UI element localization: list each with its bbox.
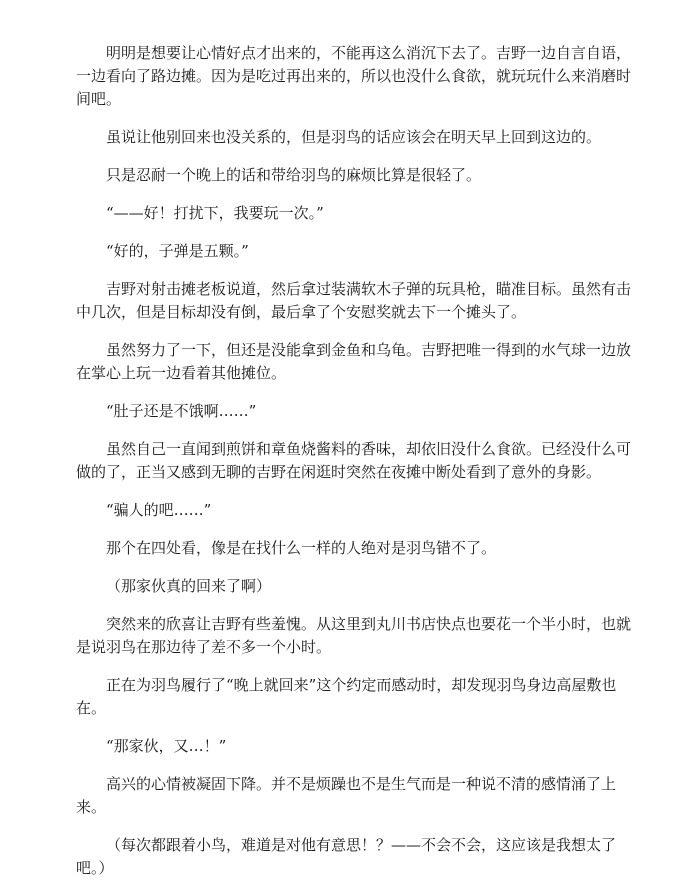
paragraph: “——好！打扰下，我要玩一次。” bbox=[106, 204, 324, 222]
paragraph: 只是忍耐一个晚上的话和带给羽鸟的麻烦比算是很轻了。 bbox=[106, 166, 482, 184]
paragraph: 那个在四处看，像是在找什么一样的人绝对是羽鸟错不了。 bbox=[106, 539, 497, 557]
paragraph: “那家伙，又…！” bbox=[106, 737, 227, 755]
paragraph: 虽说让他别回来也没关系的，但是羽鸟的话应该会在明天早上回到这边的。 bbox=[106, 128, 602, 146]
paragraph: （每次都跟着小鸟，难道是对他有意思！？——不会不会，这应该是我想太了吧。） bbox=[76, 836, 617, 877]
paragraph: （那家伙真的回来了啊） bbox=[106, 577, 272, 595]
paragraph: 明明是想要让心情好点才出来的，不能再这么消沉下去了。吉野一边自言自语，一边看向了路边摊。因为是吃过再出来的，所以也没什么食欲，就玩玩什么来消磨时间吧。 bbox=[76, 44, 632, 108]
paragraph: 正在为羽鸟履行了“晚上就回来”这个约定而感动时，却发现羽鸟身边高屋敷也在。 bbox=[76, 676, 617, 717]
paragraph: “肚子还是不饿啊……” bbox=[106, 402, 257, 420]
paragraph: 虽然自己一直闻到煎饼和章鱼烧酱料的香味，却依旧没什么食欲。已经没什么可做的了，正当又感到无聊的吉野在闲逛时突然在夜摊中断处看到了意外的身影。 bbox=[76, 440, 632, 481]
paragraph: 吉野对射击摊老板说道，然后拿过装满软木子弹的玩具枪，瞄准目标。虽然有击中几次，但是目标却没有倒，最后拿了个安慰奖就去下一个摊头了。 bbox=[76, 280, 632, 321]
paragraph: “好的，子弹是五颗。” bbox=[106, 242, 249, 260]
paragraph: “骗人的吧……” bbox=[106, 501, 212, 519]
paragraph: 突然来的欣喜让吉野有些羞愧。从这里到丸川书店快点也要花一个半小时，也就是说羽鸟在那边待了差不多一个小时。 bbox=[76, 615, 632, 656]
paragraph: 虽然努力了一下，但还是没能拿到金鱼和乌龟。吉野把唯一得到的水气球一边放在掌心上玩一边看着其他摊位。 bbox=[76, 341, 632, 382]
paragraph: 高兴的心情被凝固下降。并不是烦躁也不是生气而是一种说不清的感情涌了上来。 bbox=[76, 775, 617, 816]
